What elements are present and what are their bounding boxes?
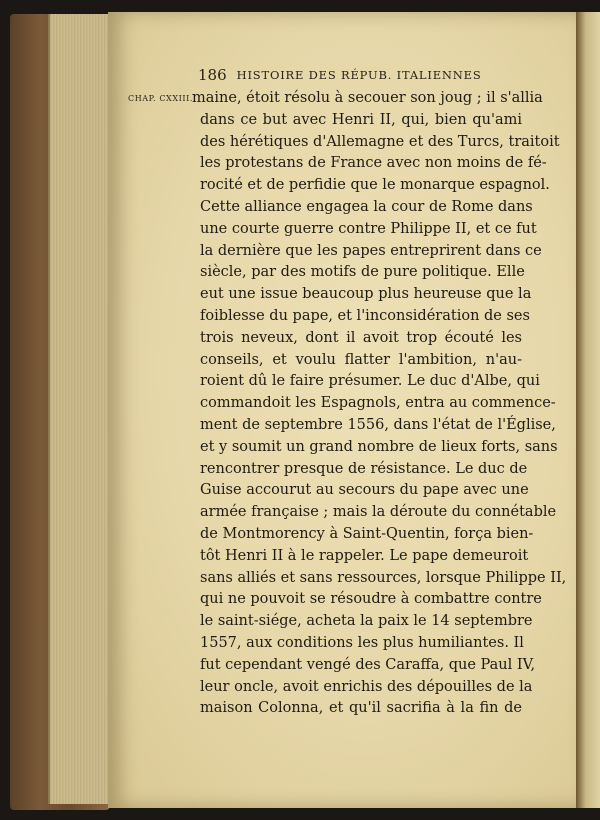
text-line: les protestans de France avec non moins de fé- — [200, 155, 547, 172]
text-line: commandoit les Espagnols, entra au commence- — [200, 395, 556, 412]
text-line: conseils, et voulu flatter l'ambition, n'au- — [200, 351, 522, 368]
page-number: 186 — [198, 66, 227, 84]
text-line: une courte guerre contre Philippe II, et ce fut — [200, 220, 537, 237]
text-line: des hérétiques d'Allemagne et des Turcs, traitoit — [200, 133, 560, 150]
text-line: fut cependant vengé des Caraffa, que Paul IV, — [200, 656, 536, 673]
text-line: Cette alliance engagea la cour de Rome dans — [200, 198, 533, 215]
chapter-marker: CHAP. CXXIII. — [128, 94, 194, 103]
text-line: la dernière que les papes entreprirent dans ce — [200, 242, 542, 259]
text-line: qui ne pouvoit se résoudre à combattre contre — [200, 591, 542, 608]
text-line: eut une issue beaucoup plus heureuse que la — [200, 286, 532, 303]
text-line: roient dû le faire présumer. Le duc d'Albe, qui — [200, 373, 540, 390]
text-line: leur oncle, avoit enrichis des dépouilles de la — [200, 678, 533, 695]
text-line: maison Colonna, et qu'il sacrifia à la fin de — [200, 700, 522, 717]
text-line: et y soumit un grand nombre de lieux forts, sans — [200, 438, 558, 455]
text-line: de Montmorency à Saint-Quentin, força bien- — [200, 525, 534, 542]
text-line: Guise accourut au secours du pape avec une — [200, 482, 529, 499]
text-line: ment de septembre 1556, dans l'état de l'Église, — [200, 416, 556, 433]
text-line: rencontrer presque de résistance. Le duc de — [200, 460, 528, 477]
text-line: foiblesse du pape, et l'inconsidération de ses — [200, 307, 530, 324]
text-line: tôt Henri II à le rappeler. Le pape demeuroit — [200, 547, 529, 564]
text-line: dans ce but avec Henri II, qui, bien qu'ami — [200, 111, 522, 128]
text-line: armée française ; mais la déroute du connétable — [200, 504, 557, 521]
text-line: maine, étoit résolu à secouer son joug ; il s'allia — [192, 90, 543, 106]
text-line: siècle, par des motifs de pure politique. Elle — [200, 264, 525, 281]
running-header — [198, 64, 482, 86]
body-text — [192, 88, 567, 720]
text-line: rocité et de perfidie que le monarque espagnol. — [200, 177, 550, 194]
page-stack-edge — [48, 14, 114, 804]
text-line: trois neveux, dont il avoit trop écouté les — [200, 329, 522, 346]
text-line: 1557, aux conditions les plus humiliantes. Il — [200, 634, 524, 651]
text-line: sans alliés et sans ressources, lorsque Philippe II, — [200, 569, 567, 586]
facing-page-edge — [576, 12, 600, 808]
text-line: le saint-siége, acheta la paix le 14 septembre — [200, 613, 533, 630]
running-title: HISTOIRE DES RÉPUB. ITALIENNES — [236, 68, 482, 82]
